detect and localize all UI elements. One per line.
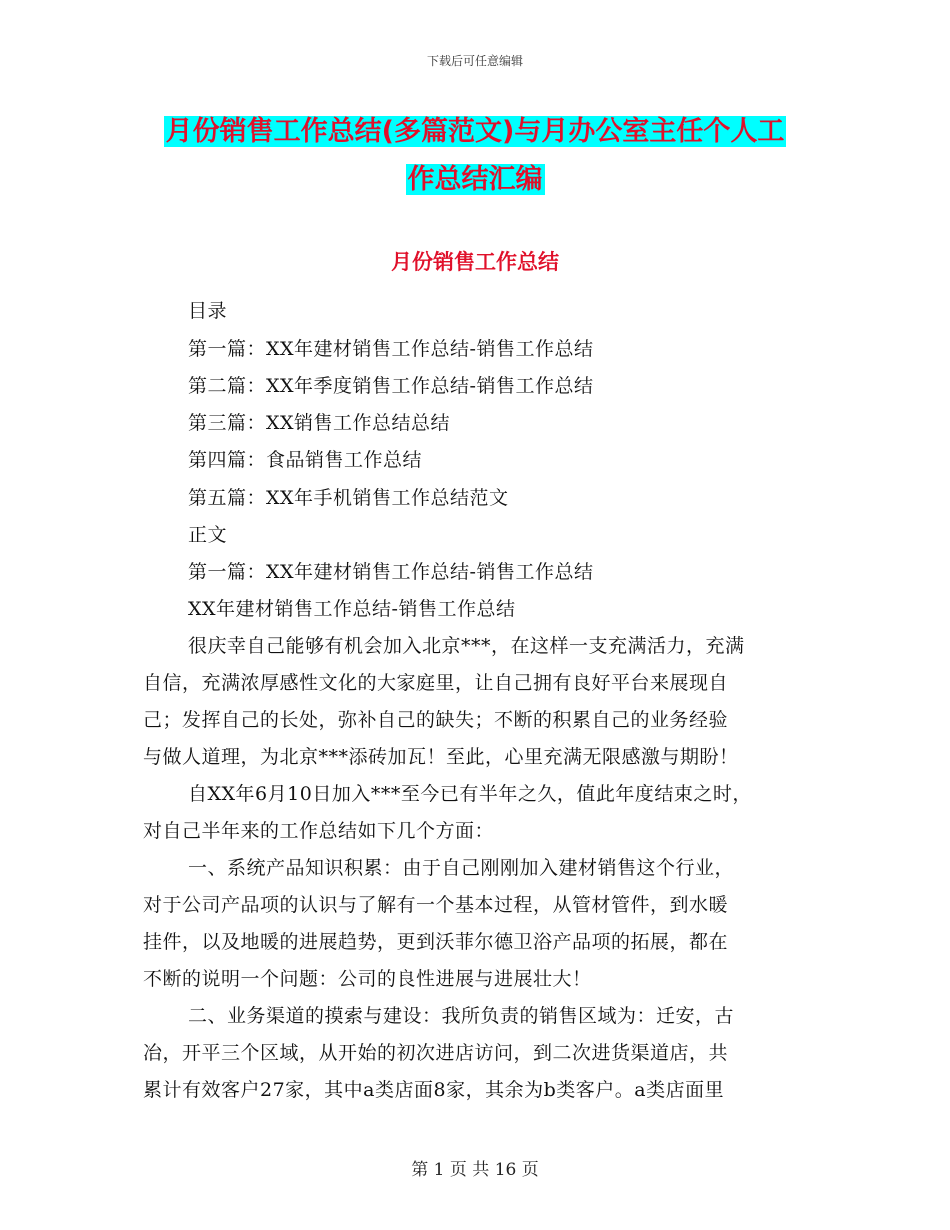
paragraph-line: 一、系统产品知识积累：由于自己刚刚加入建材销售这个行业， — [188, 857, 735, 879]
paragraph-line: 己；发挥自己的长处，弥补自己的缺失；不断的积累自己的业务经验 — [143, 709, 729, 731]
paragraph-line: 二、业务渠道的摸索与建设：我所负责的销售区域为：迁安，古 — [188, 1005, 735, 1027]
toc-item-2: 第二篇：XX年季度销售工作总结-销售工作总结 — [188, 375, 594, 397]
document-title — [0, 108, 950, 204]
toc-item-4: 第四篇：食品销售工作总结 — [188, 449, 423, 471]
paragraph-line: 自信，充满浓厚感性文化的大家庭里，让自己拥有良好平台来展现自 — [143, 672, 729, 694]
toc-label: 目录 — [188, 300, 228, 322]
chapter-subtitle: XX年建材销售工作总结-销售工作总结 — [188, 598, 516, 620]
toc-item-3: 第三篇：XX销售工作总结总结 — [188, 412, 451, 434]
chapter-heading: 第一篇：XX年建材销售工作总结-销售工作总结 — [188, 561, 594, 583]
section-title: 月份销售工作总结 — [391, 250, 559, 274]
paragraph-line: 与做人道理，为北京***添砖加瓦！至此，心里充满无限感激与期盼！ — [143, 746, 739, 768]
body-label: 正文 — [188, 524, 228, 546]
paragraph-line: 对于公司产品项的认识与了解有一个基本过程，从管材管件，到水暖 — [143, 894, 729, 916]
title-line-1: 月份销售工作总结(多篇范文)与月办公室主任个人工 — [165, 116, 785, 147]
title-line-2: 作总结汇编 — [407, 164, 543, 195]
paragraph-line: 累计有效客户27家，其中a类店面8家，其余为b类客户。a类店面里 — [143, 1079, 725, 1101]
paragraph-line: 自XX年6月10日加入***至今已有半年之久，值此年度结束之时， — [188, 783, 752, 805]
toc-item-5: 第五篇：XX年手机销售工作总结范文 — [188, 487, 509, 509]
paragraph-line: 很庆幸自己能够有机会加入北京***，在这样一支充满活力，充满 — [188, 635, 745, 657]
header-note: 下载后可任意编辑 — [426, 54, 523, 68]
paragraph-line: 不断的说明一个问题：公司的良性进展与进展壮大！ — [143, 968, 592, 990]
paragraph-line: 挂件，以及地暖的进展趋势，更到沃菲尔德卫浴产品项的拓展，都在 — [143, 931, 729, 953]
paragraph-line: 对自己半年来的工作总结如下几个方面： — [143, 820, 495, 842]
page-footer: 第 1 页 共 16 页 — [411, 1160, 539, 1180]
toc-item-1: 第一篇：XX年建材销售工作总结-销售工作总结 — [188, 338, 594, 360]
paragraph-line: 冶，开平三个区域，从开始的初次进店访问，到二次进货渠道店，共 — [143, 1042, 729, 1064]
